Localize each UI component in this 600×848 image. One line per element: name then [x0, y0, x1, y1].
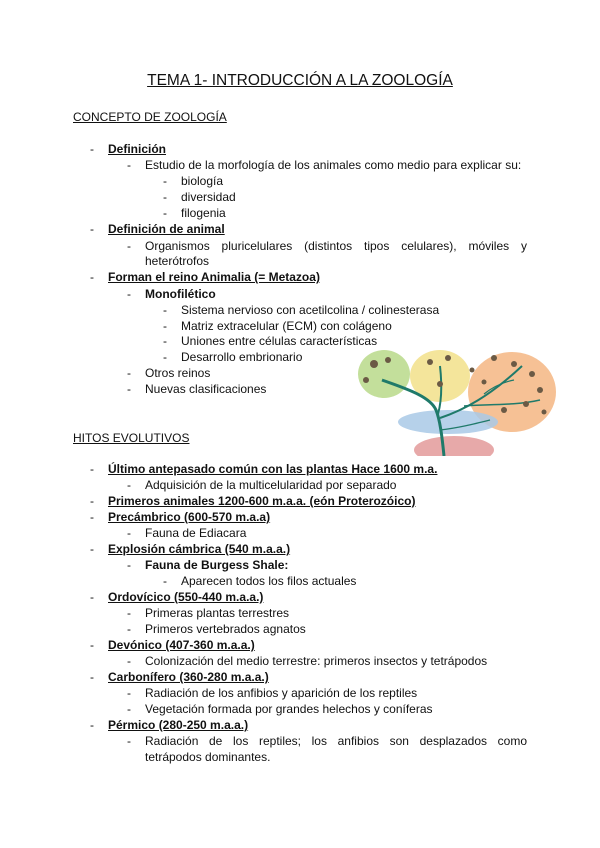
bullet-dash: - [163, 574, 167, 588]
bullet-dash: - [163, 206, 167, 220]
bullet-dash: - [127, 287, 131, 301]
bullet-dash: - [163, 303, 167, 317]
monofiletico-label: Monofilético [145, 287, 216, 301]
bullet-dash: - [90, 462, 94, 476]
bullet-dash: - [127, 478, 131, 492]
bullet-dash: - [127, 366, 131, 380]
list-item: Colonización del medio terrestre: primeros insectos y tetrápodos [145, 654, 488, 668]
list-item: Fauna de Ediacara [145, 526, 247, 540]
list-item: Otros reinos [145, 366, 211, 380]
list-item: diversidad [181, 190, 236, 204]
definicion-text: Estudio de la morfología de los animales como medio para explicar su: [145, 158, 522, 172]
bullet-dash: - [127, 526, 131, 540]
list-item: Radiación de los anfibios y aparición de los reptiles [145, 686, 418, 700]
bullet-dash: - [127, 702, 131, 716]
bullet-dash: - [127, 158, 131, 172]
bullet-dash: - [127, 654, 131, 668]
list-item: Sistema nervioso con acetilcolina / colinesterasa [181, 303, 440, 317]
bullet-dash: - [90, 510, 94, 524]
animal-text-line2: heterótrofos [145, 254, 210, 268]
permico-text-line1: Radiación de los reptiles; los anfibios son desplazados como [145, 734, 527, 748]
animal-text-line1: Organismos pluricelulares (distintos tipos celulares), móviles y [145, 239, 527, 253]
list-item: Aparecen todos los filos actuales [181, 574, 357, 588]
bullet-dash: - [90, 270, 94, 284]
bullet-dash: - [127, 622, 131, 636]
list-item: Primeras plantas terrestres [145, 606, 290, 620]
permico-text-line2: tetrápodos dominantes. [145, 750, 271, 764]
explosion-label: Explosión cámbrica (540 m.a.a.) [108, 542, 291, 556]
list-item: Uniones entre células características [181, 334, 378, 348]
bullet-dash: - [90, 718, 94, 732]
bullet-dash: - [127, 239, 131, 253]
bullet-dash: - [163, 190, 167, 204]
tree-region-red [414, 436, 494, 456]
list-item: Primeros vertebrados agnatos [145, 622, 306, 636]
bullet-dash: - [90, 638, 94, 652]
list-item: Matriz extracelular (ECM) con colágeno [181, 319, 392, 333]
bullet-dash: - [90, 670, 94, 684]
burgess-label: Fauna de Burgess Shale: [145, 558, 289, 572]
list-item: Adquisición de la multicelularidad por separado [145, 478, 397, 492]
definicion-label: Definición [108, 142, 167, 156]
bullet-dash: - [127, 734, 131, 748]
ordovicico-label: Ordovícico (550-440 m.a.a.) [108, 590, 264, 604]
bullet-dash: - [90, 590, 94, 604]
tree-of-life-illustration [344, 340, 556, 456]
bullet-dash: - [163, 350, 167, 364]
list-item: Vegetación formada por grandes helechos y coníferas [145, 702, 433, 716]
bullet-dash: - [90, 142, 94, 156]
section-heading-concepto: CONCEPTO DE ZOOLOGÍA [73, 110, 227, 124]
permico-label: Pérmico (280-250 m.a.a.) [108, 718, 249, 732]
reino-label: Forman el reino Animalia (= Metazoa) [108, 270, 320, 284]
devonico-label: Devónico (407-360 m.a.a.) [108, 638, 255, 652]
bullet-dash: - [90, 494, 94, 508]
page-title: TEMA 1- INTRODUCCIÓN A LA ZOOLOGÍA [147, 72, 453, 89]
antepasado-label: Último antepasado común con las plantas Hace 1600 m.a. [108, 462, 438, 476]
bullet-dash: - [127, 686, 131, 700]
section-heading-hitos: HITOS EVOLUTIVOS [73, 431, 190, 445]
list-item: filogenia [181, 206, 226, 220]
bullet-dash: - [127, 558, 131, 572]
animal-label: Definición de animal [108, 222, 225, 236]
list-item: Nuevas clasificaciones [145, 382, 267, 396]
primeros-label: Primeros animales 1200-600 m.a.a. (eón Proterozóico) [108, 494, 416, 508]
carbonifero-label: Carbonífero (360-280 m.a.a.) [108, 670, 269, 684]
bullet-dash: - [163, 334, 167, 348]
list-item: Desarrollo embrionario [181, 350, 303, 364]
bullet-dash: - [127, 606, 131, 620]
bullet-dash: - [163, 319, 167, 333]
bullet-dash: - [163, 174, 167, 188]
bullet-dash: - [127, 382, 131, 396]
list-item: biología [181, 174, 224, 188]
precambrico-label: Precámbrico (600-570 m.a.a) [108, 510, 271, 524]
tree-region-green [358, 350, 410, 398]
bullet-dash: - [90, 222, 94, 236]
bullet-dash: - [90, 542, 94, 556]
